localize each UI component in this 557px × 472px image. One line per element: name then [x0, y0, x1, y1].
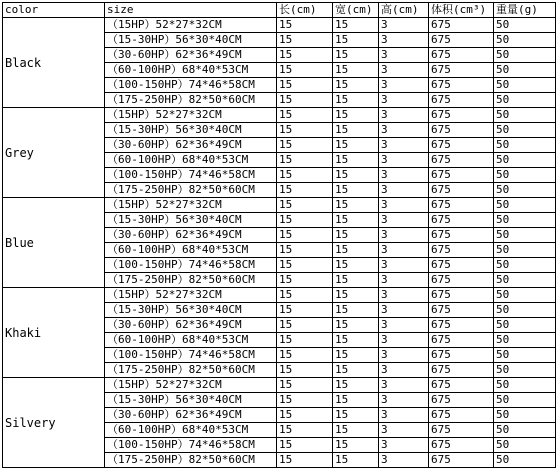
color-cell: Khaki	[3, 288, 105, 378]
header-length: 长(cm)	[277, 3, 333, 18]
width-cell: 15	[333, 378, 379, 393]
length-cell: 15	[277, 333, 333, 348]
header-height: 高(cm)	[379, 3, 429, 18]
height-cell: 3	[379, 108, 429, 123]
size-cell: （15HP）52*27*32CM	[105, 108, 277, 123]
weight-cell: 50	[494, 303, 556, 318]
weight-cell: 50	[494, 78, 556, 93]
weight-cell: 50	[494, 453, 556, 468]
height-cell: 3	[379, 333, 429, 348]
width-cell: 15	[333, 423, 379, 438]
length-cell: 15	[277, 348, 333, 363]
volume-cell: 675	[429, 93, 494, 108]
table-row	[3, 108, 556, 123]
width-cell: 15	[333, 18, 379, 33]
weight-cell: 50	[494, 108, 556, 123]
length-cell: 15	[277, 33, 333, 48]
height-cell: 3	[379, 378, 429, 393]
size-cell: （15HP）52*27*32CM	[105, 18, 277, 33]
height-cell: 3	[379, 198, 429, 213]
volume-cell: 675	[429, 408, 494, 423]
length-cell: 15	[277, 378, 333, 393]
header-row	[3, 3, 556, 18]
height-cell: 3	[379, 288, 429, 303]
size-cell: （175-250HP）82*50*60CM	[105, 183, 277, 198]
volume-cell: 675	[429, 363, 494, 378]
volume-cell: 675	[429, 258, 494, 273]
height-cell: 3	[379, 183, 429, 198]
height-cell: 3	[379, 273, 429, 288]
volume-cell: 675	[429, 438, 494, 453]
weight-cell: 50	[494, 93, 556, 108]
size-cell: （100-150HP）74*46*58CM	[105, 348, 277, 363]
length-cell: 15	[277, 258, 333, 273]
width-cell: 15	[333, 273, 379, 288]
length-cell: 15	[277, 213, 333, 228]
color-cell: Silvery	[3, 378, 105, 468]
color-cell: Black	[3, 18, 105, 108]
height-cell: 3	[379, 228, 429, 243]
header-volume: 体积(cm³)	[429, 3, 494, 18]
length-cell: 15	[277, 438, 333, 453]
header-weight: 重量(g)	[494, 3, 556, 18]
height-cell: 3	[379, 213, 429, 228]
height-cell: 3	[379, 243, 429, 258]
weight-cell: 50	[494, 333, 556, 348]
header-color: color	[3, 3, 105, 18]
weight-cell: 50	[494, 423, 556, 438]
height-cell: 3	[379, 348, 429, 363]
height-cell: 3	[379, 123, 429, 138]
length-cell: 15	[277, 228, 333, 243]
weight-cell: 50	[494, 48, 556, 63]
weight-cell: 50	[494, 153, 556, 168]
height-cell: 3	[379, 48, 429, 63]
width-cell: 15	[333, 78, 379, 93]
width-cell: 15	[333, 228, 379, 243]
height-cell: 3	[379, 258, 429, 273]
height-cell: 3	[379, 33, 429, 48]
table-row	[3, 18, 556, 33]
height-cell: 3	[379, 363, 429, 378]
width-cell: 15	[333, 393, 379, 408]
volume-cell: 675	[429, 138, 494, 153]
volume-cell: 675	[429, 48, 494, 63]
height-cell: 3	[379, 423, 429, 438]
volume-cell: 675	[429, 243, 494, 258]
length-cell: 15	[277, 48, 333, 63]
weight-cell: 50	[494, 33, 556, 48]
length-cell: 15	[277, 153, 333, 168]
width-cell: 15	[333, 198, 379, 213]
width-cell: 15	[333, 33, 379, 48]
height-cell: 3	[379, 393, 429, 408]
size-cell: （30-60HP）62*36*49CM	[105, 318, 277, 333]
size-cell: （60-100HP）68*40*53CM	[105, 243, 277, 258]
weight-cell: 50	[494, 123, 556, 138]
length-cell: 15	[277, 63, 333, 78]
volume-cell: 675	[429, 78, 494, 93]
volume-cell: 675	[429, 18, 494, 33]
volume-cell: 675	[429, 423, 494, 438]
width-cell: 15	[333, 348, 379, 363]
width-cell: 15	[333, 213, 379, 228]
volume-cell: 675	[429, 273, 494, 288]
width-cell: 15	[333, 303, 379, 318]
size-cell: （30-60HP）62*36*49CM	[105, 408, 277, 423]
volume-cell: 675	[429, 348, 494, 363]
color-cell: Blue	[3, 198, 105, 288]
length-cell: 15	[277, 123, 333, 138]
length-cell: 15	[277, 408, 333, 423]
height-cell: 3	[379, 138, 429, 153]
color-cell: Grey	[3, 108, 105, 198]
width-cell: 15	[333, 243, 379, 258]
length-cell: 15	[277, 273, 333, 288]
volume-cell: 675	[429, 213, 494, 228]
width-cell: 15	[333, 318, 379, 333]
length-cell: 15	[277, 423, 333, 438]
length-cell: 15	[277, 168, 333, 183]
weight-cell: 50	[494, 18, 556, 33]
size-cell: （15HP）52*27*32CM	[105, 288, 277, 303]
volume-cell: 675	[429, 123, 494, 138]
volume-cell: 675	[429, 168, 494, 183]
size-cell: （15-30HP）56*30*40CM	[105, 213, 277, 228]
volume-cell: 675	[429, 63, 494, 78]
weight-cell: 50	[494, 228, 556, 243]
volume-cell: 675	[429, 453, 494, 468]
weight-cell: 50	[494, 408, 556, 423]
width-cell: 15	[333, 288, 379, 303]
width-cell: 15	[333, 333, 379, 348]
width-cell: 15	[333, 48, 379, 63]
size-cell: （175-250HP）82*50*60CM	[105, 273, 277, 288]
length-cell: 15	[277, 183, 333, 198]
weight-cell: 50	[494, 168, 556, 183]
height-cell: 3	[379, 303, 429, 318]
length-cell: 15	[277, 363, 333, 378]
volume-cell: 675	[429, 153, 494, 168]
volume-cell: 675	[429, 33, 494, 48]
height-cell: 3	[379, 438, 429, 453]
weight-cell: 50	[494, 378, 556, 393]
volume-cell: 675	[429, 393, 494, 408]
spec-table	[2, 2, 556, 468]
size-cell: （15HP）52*27*32CM	[105, 198, 277, 213]
weight-cell: 50	[494, 273, 556, 288]
size-cell: （30-60HP）62*36*49CM	[105, 228, 277, 243]
size-cell: （15-30HP）56*30*40CM	[105, 123, 277, 138]
width-cell: 15	[333, 108, 379, 123]
size-cell: （100-150HP）74*46*58CM	[105, 258, 277, 273]
volume-cell: 675	[429, 108, 494, 123]
weight-cell: 50	[494, 348, 556, 363]
volume-cell: 675	[429, 378, 494, 393]
width-cell: 15	[333, 168, 379, 183]
size-cell: （15-30HP）56*30*40CM	[105, 393, 277, 408]
header-size: size	[105, 3, 277, 18]
length-cell: 15	[277, 18, 333, 33]
weight-cell: 50	[494, 63, 556, 78]
weight-cell: 50	[494, 438, 556, 453]
width-cell: 15	[333, 138, 379, 153]
height-cell: 3	[379, 18, 429, 33]
table-row	[3, 378, 556, 393]
weight-cell: 50	[494, 183, 556, 198]
width-cell: 15	[333, 183, 379, 198]
length-cell: 15	[277, 288, 333, 303]
length-cell: 15	[277, 78, 333, 93]
length-cell: 15	[277, 93, 333, 108]
width-cell: 15	[333, 123, 379, 138]
width-cell: 15	[333, 408, 379, 423]
volume-cell: 675	[429, 288, 494, 303]
size-cell: （175-250HP）82*50*60CM	[105, 453, 277, 468]
header-width: 宽(cm)	[333, 3, 379, 18]
width-cell: 15	[333, 258, 379, 273]
length-cell: 15	[277, 108, 333, 123]
size-cell: （60-100HP）68*40*53CM	[105, 333, 277, 348]
size-cell: （60-100HP）68*40*53CM	[105, 63, 277, 78]
width-cell: 15	[333, 453, 379, 468]
size-cell: （175-250HP）82*50*60CM	[105, 93, 277, 108]
length-cell: 15	[277, 243, 333, 258]
weight-cell: 50	[494, 243, 556, 258]
weight-cell: 50	[494, 213, 556, 228]
height-cell: 3	[379, 408, 429, 423]
table-row	[3, 198, 556, 213]
width-cell: 15	[333, 93, 379, 108]
width-cell: 15	[333, 363, 379, 378]
height-cell: 3	[379, 153, 429, 168]
weight-cell: 50	[494, 288, 556, 303]
size-cell: （100-150HP）74*46*58CM	[105, 168, 277, 183]
size-cell: （15-30HP）56*30*40CM	[105, 33, 277, 48]
volume-cell: 675	[429, 333, 494, 348]
size-cell: （175-250HP）82*50*60CM	[105, 363, 277, 378]
size-cell: （100-150HP）74*46*58CM	[105, 438, 277, 453]
weight-cell: 50	[494, 138, 556, 153]
size-cell: （30-60HP）62*36*49CM	[105, 48, 277, 63]
weight-cell: 50	[494, 363, 556, 378]
length-cell: 15	[277, 138, 333, 153]
height-cell: 3	[379, 93, 429, 108]
height-cell: 3	[379, 63, 429, 78]
height-cell: 3	[379, 318, 429, 333]
weight-cell: 50	[494, 258, 556, 273]
height-cell: 3	[379, 78, 429, 93]
volume-cell: 675	[429, 198, 494, 213]
width-cell: 15	[333, 63, 379, 78]
length-cell: 15	[277, 393, 333, 408]
width-cell: 15	[333, 153, 379, 168]
volume-cell: 675	[429, 183, 494, 198]
length-cell: 15	[277, 303, 333, 318]
size-cell: （15-30HP）56*30*40CM	[105, 303, 277, 318]
table-body	[3, 18, 556, 468]
weight-cell: 50	[494, 393, 556, 408]
height-cell: 3	[379, 168, 429, 183]
weight-cell: 50	[494, 318, 556, 333]
length-cell: 15	[277, 318, 333, 333]
length-cell: 15	[277, 198, 333, 213]
height-cell: 3	[379, 453, 429, 468]
size-cell: （100-150HP）74*46*58CM	[105, 78, 277, 93]
size-cell: （15HP）52*27*32CM	[105, 378, 277, 393]
size-cell: （60-100HP）68*40*53CM	[105, 153, 277, 168]
width-cell: 15	[333, 438, 379, 453]
length-cell: 15	[277, 453, 333, 468]
size-cell: （30-60HP）62*36*49CM	[105, 138, 277, 153]
volume-cell: 675	[429, 228, 494, 243]
weight-cell: 50	[494, 198, 556, 213]
volume-cell: 675	[429, 318, 494, 333]
size-cell: （60-100HP）68*40*53CM	[105, 423, 277, 438]
table-row	[3, 288, 556, 303]
volume-cell: 675	[429, 303, 494, 318]
